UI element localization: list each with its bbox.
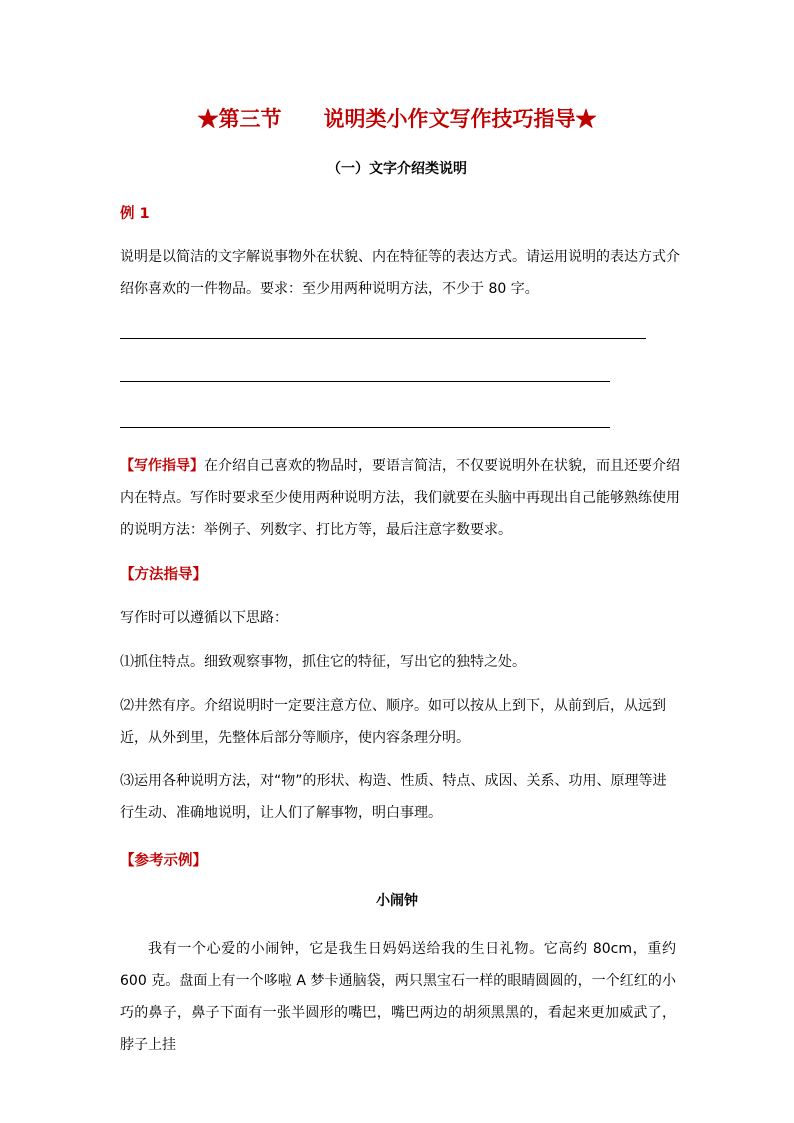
writing-guide-text: 在介绍自己喜欢的物品时，要语言简洁，不仅要说明外在状貌，而且还要介绍内在特点。写作时要求至少使用两种说明方法，我们就要在头脑中再现出自己能够熟练使用的说明方法：举例子、列数字、打比方等，最后注意字数要求。	[120, 458, 680, 538]
answer-line-3	[120, 427, 610, 428]
prompt-paragraph: 说明是以简洁的文字解说事物外在状貌、内在特征等的表达方式。请运用说明的表达方式介绍你喜欢的一件物品。要求：至少用两种说明方法，不少于 80 字。	[120, 249, 680, 297]
method-item-1: ⑴抓住特点。细致观察事物，抓住它的特征，写出它的独特之处。	[120, 654, 526, 670]
reference-label: 【参考示例】	[120, 853, 207, 869]
method-item-3: ⑶运用各种说明方法，对“物”的形状、构造、性质、特点、成因、关系、功用、原理等进行生动、准确地说明，让人们了解事物，明白事理。	[120, 773, 667, 821]
section-title: ★第三节 说明类小作文写作技巧指导★	[197, 106, 597, 131]
writing-guide-label: 【写作指导】	[120, 458, 204, 474]
method-item-2: ⑵井然有序。介绍说明时一定要注意方位、顺序。如可以按从上到下，从前到后，从远到近，从外到里，先整体后部分等顺序，使内容条理分明。	[120, 698, 666, 746]
example-label: 例 1	[120, 206, 150, 222]
section-subtitle: （一）文字介绍类说明	[327, 161, 467, 177]
answer-line-1	[120, 338, 646, 339]
essay-text: 我有一个心爱的小闹钟，它是我生日妈妈送给我的生日礼物。它高约 80cm，重约 600 克。盘面上有一个哆啦 A 梦卡通脑袋，两只黑宝石一样的眼睛圆圆的，一个红红的小巧的鼻子，鼻子下面有一张半圆形的嘴巴，嘴巴两边的胡须黑黑的，看起来更加威武了，脖子上挂	[120, 941, 676, 1053]
method-guide-label: 【方法指导】	[120, 567, 207, 583]
method-guide-intro: 写作时可以遵循以下思路：	[120, 610, 288, 626]
answer-line-2	[120, 381, 610, 382]
writing-guide-paragraph	[120, 450, 680, 546]
essay-title: 小闹钟	[376, 893, 418, 909]
